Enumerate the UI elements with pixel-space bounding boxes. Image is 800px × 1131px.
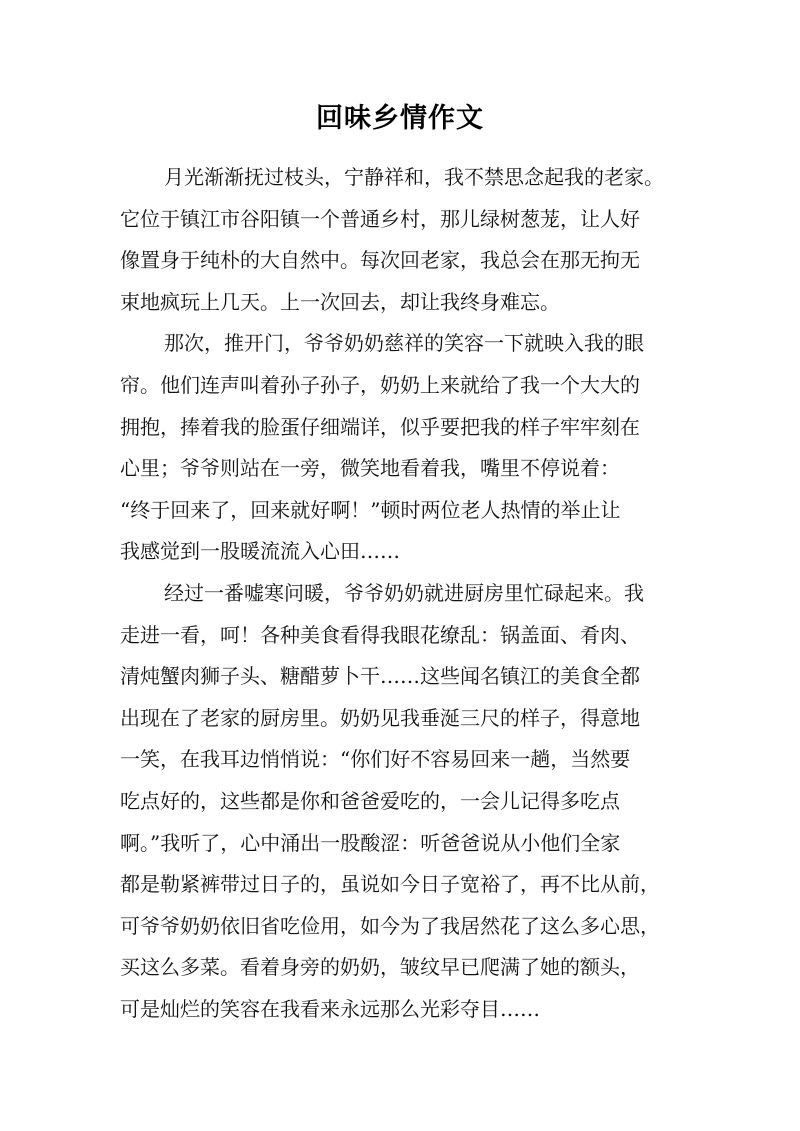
paragraph-line: 它位于镇江市谷阳镇一个普通乡村，那儿绿树葱茏，让人好 (120, 206, 640, 231)
paragraph-line: 一笑，在我耳边悄悄说：“你们好不容易回来一趟，当然要 (120, 747, 631, 772)
paragraph-line: 帘。他们连声叫着孙子孙子，奶奶上来就给了我一个大大的 (120, 372, 640, 397)
paragraph-line: 那次，推开门，爷爷奶奶慈祥的笑容一下就映入我的眼 (164, 331, 644, 356)
paragraph-line: 拥抱，捧着我的脸蛋仔细端详，似乎要把我的样子牢牢刻在 (120, 414, 640, 439)
paragraph-line: 经过一番嘘寒问暖，爷爷奶奶就进厨房里忙碌起来。我 (164, 580, 644, 605)
document-body (120, 157, 690, 1030)
document-title: 回味乡情作文 (316, 103, 484, 134)
paragraph-line: 像置身于纯朴的大自然中。每次回老家，我总会在那无拘无 (120, 248, 640, 273)
paragraph-line: 啊。”我听了，心中涌出一股酸涩：听爸爸说从小他们全家 (120, 830, 621, 855)
paragraph-2 (120, 323, 690, 573)
paragraph-line: 可爷爷奶奶依旧省吃俭用，如今为了我居然花了这么多心思， (120, 913, 660, 938)
paragraph-line: “终于回来了，回来就好啊！”顿时两位老人热情的举止让 (120, 497, 621, 522)
paragraph-line: 束地疯玩上几天。上一次回去，却让我终身难忘。 (120, 289, 560, 314)
paragraph-1 (120, 157, 690, 323)
paragraph-line: 走进一看，呵！各种美食看得我眼花缭乱：锅盖面、肴肉、 (120, 622, 640, 647)
paragraph-line: 买这么多菜。看着身旁的奶奶，皱纹早已爬满了她的额头， (120, 955, 640, 980)
paragraph-line: 出现在了老家的厨房里。奶奶见我垂涎三尺的样子，得意地 (120, 705, 640, 730)
paragraph-line: 清炖蟹肉狮子头、糖醋萝卜干……这些闻名镇江的美食全都 (120, 664, 640, 689)
paragraph-line: 吃点好的，这些都是你和爸爸爱吃的，一会儿记得多吃点 (120, 788, 620, 813)
paragraph-line: 我感觉到一股暖流流入心田…… (120, 539, 400, 564)
paragraph-line: 心里；爷爷则站在一旁，微笑地看着我，嘴里不停说着： (120, 456, 620, 481)
paragraph-line: 可是灿烂的笑容在我看来永远那么光彩夺目…… (120, 996, 540, 1021)
paragraph-line: 月光渐渐抚过枝头，宁静祥和，我不禁思念起我的老家。 (164, 165, 664, 189)
paragraph-line: 都是勒紧裤带过日子的，虽说如今日子宽裕了，再不比从前， (120, 872, 660, 897)
paragraph-3 (120, 573, 690, 1031)
